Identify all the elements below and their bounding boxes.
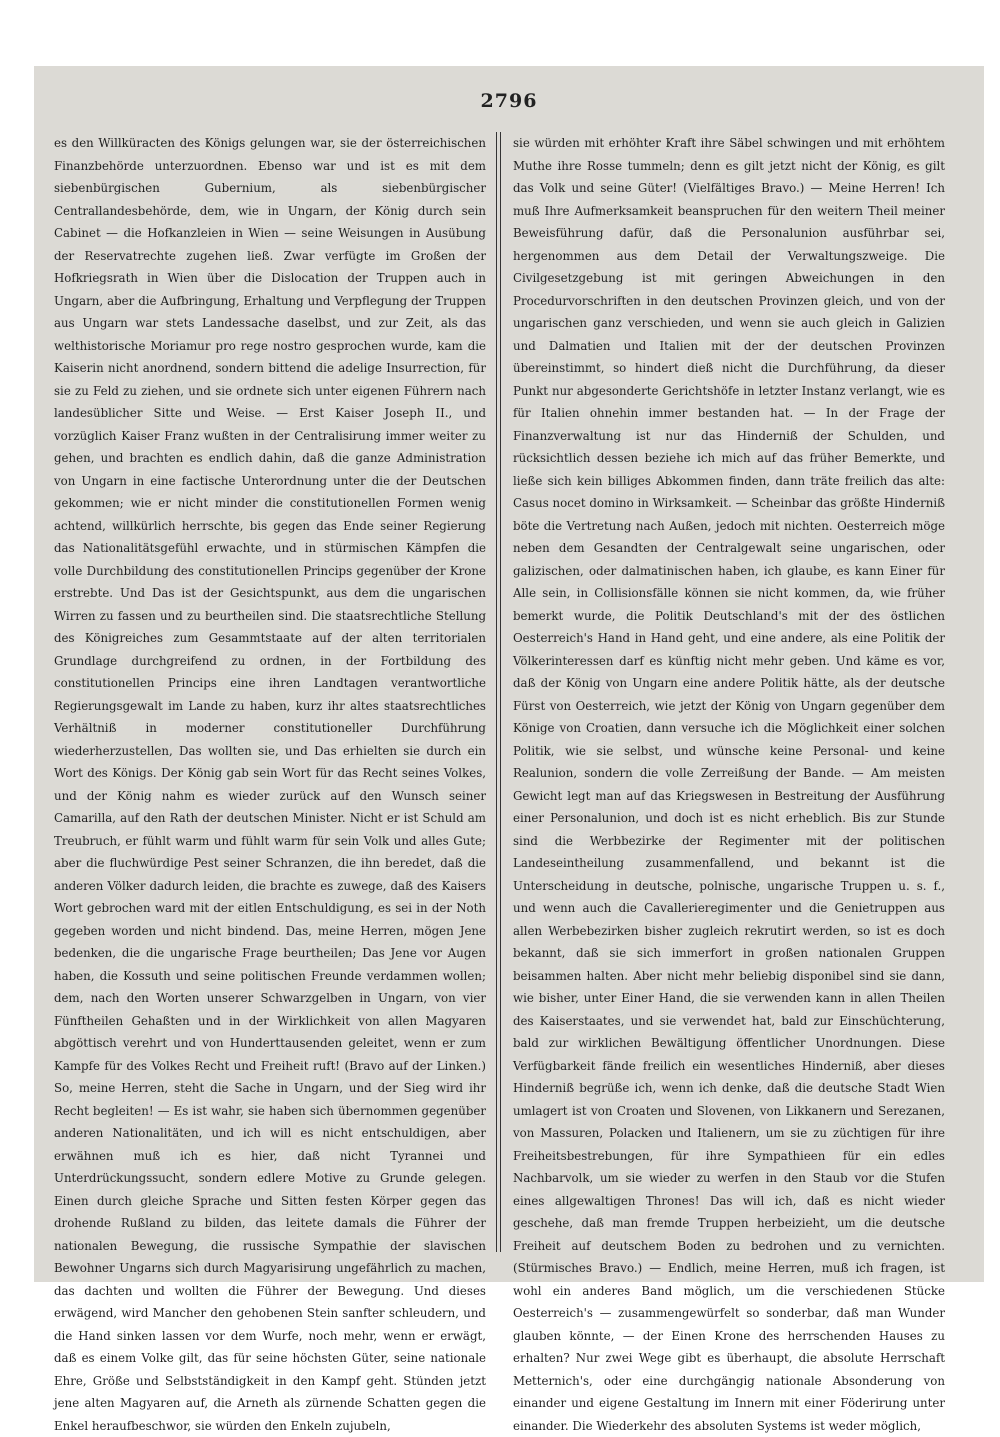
page-number: 2796 [480,90,538,112]
column-divider [496,132,497,1252]
scanned-page [34,66,984,1433]
column-divider [500,132,501,1252]
text-column-right [513,132,945,1437]
paragraph-left: es den Willküracten des Königs gelungen war, sie der österreichischen Finanzbehörde unterzuordnen. Ebenso war und ist es mit dem siebenbürgischen Gubernium, als siebenbürgischer Centrallandesbehörde, dem, wie in Ungarn, der König durch sein Cabinet — die Hofkanzleien in Wien — seine Weisungen in Ausübung der Reservatrechte zugehen ließ. Zwar verfügte im Großen der Hofkriegsrath in Wien über die Dislocation der Truppen auch in Ungarn, aber die Aufbringung, Erhaltung und Verpflegung der Truppen aus Ungarn war stets Landessache daselbst, und zur Zeit, als das welthistorische Moriamur pro rege nostro gesprochen wurde, kam die Kaiserin nicht anordnend, sondern bittend die adelige Insurrection, für sie zu Feld zu ziehen, und sie ordnete sich unter eigenen Führern nach landesüblicher Sitte und Weise. — Erst Kaiser Joseph II., und vorzüglich Kaiser Franz wußten in der Centralisirung immer weiter zu gehen, und brachten es endlich dahin, daß die ganze Administration von Ungarn in eine factische Unterordnung unter die der Deutschen gekommen; wie er nicht minder die constitutionellen Formen wenig achtend, willkürlich herrschte, bis gegen das Ende seiner Regierung das Nationalitätsgefühl erwachte, und in stürmischen Kämpfen die volle Durchbildung des constitutionellen Princips gegenüber der Krone erstrebte. Und Das ist der Gesichtspunkt, aus dem die ungarischen Wirren zu fassen und zu beurtheilen sind. Die staatsrechtliche Stellung des Königreiches zum Gesammtstaate auf der alten territorialen Grundlage durchgreifend zu ordnen, in der Fortbildung des constitutionellen Princips eine ihren Landtagen verantwortliche Regierungsgewalt im Lande zu haben, kurz ihr altes staatsrechtliches Verhältniß in moderner constitutioneller Durchführung wiederherzustellen, Das wollten sie, und Das erhielten sie durch ein Wort des Königs. Der König gab sein Wort für das Recht seines Volkes, und der König nahm es wieder zurück auf den Wunsch seiner Camarilla, auf den Rath der deutschen Minister. Nicht er ist Schuld am Treubruch, er fühlt warm und fühlt warm für sein Volk und alles Gute; aber die fluchwürdige Pest seiner Schranzen, die ihn beredet, daß die anderen Völker dadurch leiden, die brachte es zuwege, daß des Kaisers Wort gebrochen ward mit der eitlen Entschuldigung, es sei in der Noth gegeben worden und nicht bindend. Das, meine Herren, mögen Jene bedenken, die die ungarische Frage beurtheilen; Das Jene vor Augen haben, die Kossuth und seine politischen Freunde verdammen wollen; dem, nach den Worten unserer Schwarzgelben in Ungarn, von vier Fünftheilen Gehaßten und in der Wirklichkeit von allen Magyaren abgöttisch verehrt und von Hunderttausenden geleitet, wenn er zum Kampfe für des Volkes Recht und Freiheit ruft! (Bravo auf der Linken.) So, meine Herren, steht die Sache in Ungarn, und der Sieg wird ihr Recht begleiten! — Es ist wahr, sie haben sich übernommen gegenüber anderen Nationalitäten, und ich will es nicht entschuldigen, aber erwähnen muß ich es hier, daß nicht Tyrannei und Unterdrückungssucht, sondern edlere Motive zu Grunde gelegen. Einen durch gleiche Sprache und Sitten festen Körper gegen das drohende Rußland zu bilden, das leitete damals die Führer der nationalen Bewegung, die russische Sympathie der slavischen Bewohner Ungarns sich durch Magyarisirung ungefährlich zu machen, das dachten und wollten die Führer der Bewegung. Und dieses erwägend, wird Mancher den gehobenen Stein sanfter schleudern, und die Hand sinken lassen vor dem Wurfe, noch mehr, wenn er erwägt, daß es einem Volke gilt, das für seine höchsten Güter, seine nationale Ehre, Größe und Selbstständigkeit in den Kampf geht. Stünden jetzt jene alten Magyaren auf, die Arneth als zürnende Schatten gegen die Enkel heraufbeschwor, sie würden den Enkeln zujubeln, [54,136,486,1433]
text-column-left [54,132,486,1437]
paragraph-right: sie würden mit erhöhter Kraft ihre Säbel schwingen und mit erhöhtem Muthe ihre Rosse tummeln; denn es gilt jetzt nicht der König, es gilt das Volk und seine Güter! (Vielfältiges Bravo.) — Meine Herren! Ich muß Ihre Aufmerksamkeit beanspruchen für den weitern Theil meiner Beweisführung dafür, daß die Personalunion ausführbar sei, hergenommen aus dem Detail der Verwaltungszweige. Die Civilgesetzgebung ist mit geringen Abweichungen in den Procedurvorschriften in den deutschen Provinzen gleich, und von der ungarischen ganz verschieden, und wenn sie auch gleich in Galizien und Dalmatien und Italien mit der der deutschen Provinzen übereinstimmt, so hindert dieß nicht die Durchführung, da dieser Punkt nur abgesonderte Gerichtshöfe in letzter Instanz verlangt, wie es für Italien ohnehin immer bestanden hat. — In der Frage der Finanzverwaltung ist nur das Hinderniß der Schulden, und rücksichtlich dessen beziehe ich mich auf das früher Bemerkte, und ließe sich kein billiges Abkommen finden, dann träte freilich das alte: Casus nocet domino in Wirksamkeit. — Scheinbar das größte Hinderniß böte die Vertretung nach Außen, jedoch mit nichten. Oesterreich möge neben dem Gesandten der Centralgewalt seine ungarischen, oder galizischen, oder dalmatinischen haben, ich glaube, es kann Einer für Alle sein, in Collisionsfälle können sie nicht kommen, da, wie früher bemerkt wurde, die Politik Deutschland's mit der des östlichen Oesterreich's Hand in Hand geht, und eine andere, als eine Politik der Völkerinteressen darf es künftig nicht mehr geben. Und käme es vor, daß der König von Ungarn eine andere Politik hätte, als der deutsche Fürst von Oesterreich, wie jetzt der König von Ungarn gegenüber dem Könige von Croatien, dann versuche ich die Möglichkeit einer solchen Politik, wie sie selbst, und wünsche keine Personal- und keine Realunion, sondern die volle Zerreißung der Bande. — Am meisten Gewicht legt man auf das Kriegswesen in Bestreitung der Ausführung einer Personalunion, und doch ist es nicht erheblich. Bis zur Stunde sind die Werbbezirke der Regimenter mit der politischen Landeseintheilung zusammenfallend, und bekannt ist die Unterscheidung in deutsche, polnische, ungarische Truppen u. s. f., und wenn auch die Cavallerieregimenter und die Genietruppen aus allen Werbebezirken bisher zugleich rekrutirt werden, so ist es doch bekannt, daß sie sich immerfort in großen nationalen Gruppen beisammen halten. Aber nicht mehr beliebig disponibel sind sie dann, wie bisher, unter Einer Hand, die sie verwenden kann in allen Theilen des Kaiserstaates, und sie verwendet hat, bald zur Einschüchterung, bald zur wirklichen Bewältigung öffentlicher Unordnungen. Diese Verfügbarkeit fände freilich ein wesentliches Hinderniß, aber dieses Hinderniß begrüße ich, wenn ich denke, daß die deutsche Stadt Wien umlagert ist von Croaten und Slovenen, von Likkanern und Serezanen, von Massuren, Polacken und Italienern, um sie zu züchtigen für ihre Freiheitsbestrebungen, für ihre Sympathieen für ein edles Nachbarvolk, um sie wieder zu werfen in den Staub vor die Stufen eines allgewaltigen Thrones! Das will ich, daß es nicht wieder geschehe, daß man fremde Truppen herbeizieht, um die deutsche Freiheit auf deutschem Boden zu bedrohen und zu vernichten. (Stürmisches Bravo.) — Endlich, meine Herren, muß ich fragen, ist wohl ein anderes Band möglich, um die verschiedenen Stücke Oesterreich's — zusammengewürfelt so sonderbar, daß man Wunder glauben könnte, — der Einen Krone des herrschenden Hauses zu erhalten? Nur zwei Wege gibt es überhaupt, die absolute Herrschaft Metternich's, oder eine durchgängig nationale Absonderung von einander und eigene Gestaltung im Innern mit einer Föderirung unter einander. Die Wiederkehr des absoluten Systems ist weder möglich, [513,136,945,1433]
